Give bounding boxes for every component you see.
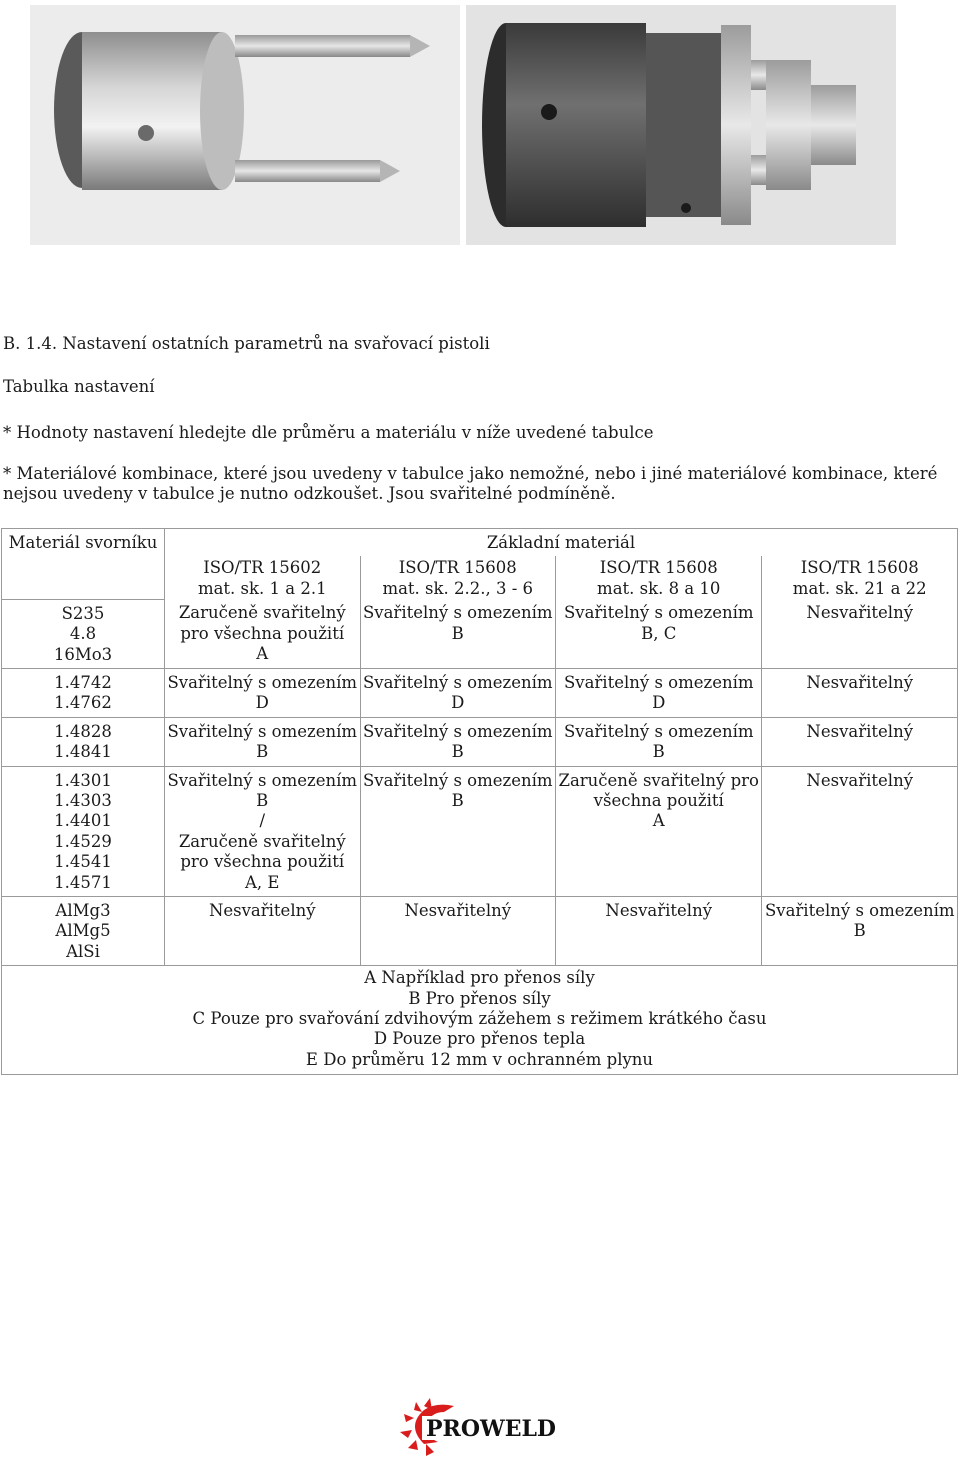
- note-values: * Hodnoty nastavení hledejte dle průměru a materiálu v níže uvedené tabulce: [3, 423, 654, 442]
- table-cell: Nesvařitelný: [762, 717, 958, 766]
- stud-material-cell: 1.4301 1.4303 1.4401 1.4529 1.4541 1.4571: [2, 766, 165, 896]
- settings-table: [1, 528, 958, 1075]
- table-cell: Svařitelný s omezením B / Zaručeně svařitelný pro všechna použití A, E: [165, 766, 361, 896]
- column-header: ISO/TR 15608 mat. sk. 2.2., 3 - 6: [360, 556, 556, 599]
- table-cell: Nesvařitelný: [762, 668, 958, 717]
- legend-item: B Pro přenos síly: [408, 988, 551, 1008]
- product-photo-welding-chuck: [466, 5, 896, 245]
- table-cell: Svařitelný s omezením D: [165, 668, 361, 717]
- column-header: ISO/TR 15608 mat. sk. 8 a 10: [556, 556, 762, 599]
- table-cell: Svařitelný s omezením B: [762, 897, 958, 966]
- table-cell: Nesvařitelný: [762, 766, 958, 896]
- legend-item: A Například pro přenos síly: [364, 968, 595, 988]
- product-photo-stud-holder: [30, 5, 460, 245]
- table-cell: Svařitelný s omezením B: [360, 599, 556, 668]
- table-row: [2, 599, 958, 668]
- column-header: ISO/TR 15602 mat. sk. 1 a 2.1: [165, 556, 361, 599]
- table-row: [2, 717, 958, 766]
- proweld-logo: [396, 1396, 568, 1458]
- column-header: ISO/TR 15608 mat. sk. 21 a 22: [762, 556, 958, 599]
- legend-item: C Pouze pro svařování zdvihovým zážehem s režimem krátkého času: [192, 1009, 767, 1029]
- svg-text:PROWELD: PROWELD: [426, 1416, 557, 1442]
- table-cell: Nesvařitelný: [762, 599, 958, 668]
- table-cell: Svařitelný s omezením D: [556, 668, 762, 717]
- table-cell: Svařitelný s omezením B: [360, 766, 556, 896]
- table-cell: Svařitelný s omezením B: [360, 717, 556, 766]
- table-cell: Svařitelný s omezením B: [556, 717, 762, 766]
- note-combinations: * Materiálové kombinace, které jsou uvedeny v tabulce jako nemožné, nebo i jiné materiálové kombinace, které nejsou uvedeny v tabulce je nutno odzkoušet. Jsou svařitelné podmíněně.: [3, 464, 938, 503]
- table-cell: Nesvařitelný: [165, 897, 361, 966]
- stud-material-cell: 1.4742 1.4762: [2, 668, 165, 717]
- stud-material-cell: S235 4.8 16Mo3: [2, 599, 165, 668]
- legend: [2, 966, 958, 1075]
- table-cell: Zaručeně svařitelný pro všechna použití A: [556, 766, 762, 896]
- stud-material-header: Materiál svorníku: [2, 529, 165, 600]
- section-heading: B. 1.4. Nastavení ostatních parametrů na svařovací pistoli: [3, 334, 490, 353]
- base-material-header: Základní materiál: [165, 529, 958, 557]
- table-cell: Zaručeně svařitelný pro všechna použití A: [165, 599, 361, 668]
- legend-row: [2, 966, 958, 1075]
- table-cell: Svařitelný s omezením D: [360, 668, 556, 717]
- table-row: [2, 897, 958, 966]
- table-cell: Svařitelný s omezením B: [165, 717, 361, 766]
- legend-item: E Do průměru 12 mm v ochranném plynu: [305, 1049, 654, 1069]
- table-cell: Nesvařitelný: [556, 897, 762, 966]
- table-row: [2, 766, 958, 896]
- table-row: [2, 668, 958, 717]
- table-cell: Svařitelný s omezením B, C: [556, 599, 762, 668]
- table-header-row: [2, 529, 958, 557]
- table-title: Tabulka nastavení: [3, 377, 155, 396]
- table-cell: Nesvařitelný: [360, 897, 556, 966]
- stud-material-cell: 1.4828 1.4841: [2, 717, 165, 766]
- legend-item: D Pouze pro přenos tepla: [373, 1029, 586, 1049]
- stud-material-cell: AlMg3 AlMg5 AlSi: [2, 897, 165, 966]
